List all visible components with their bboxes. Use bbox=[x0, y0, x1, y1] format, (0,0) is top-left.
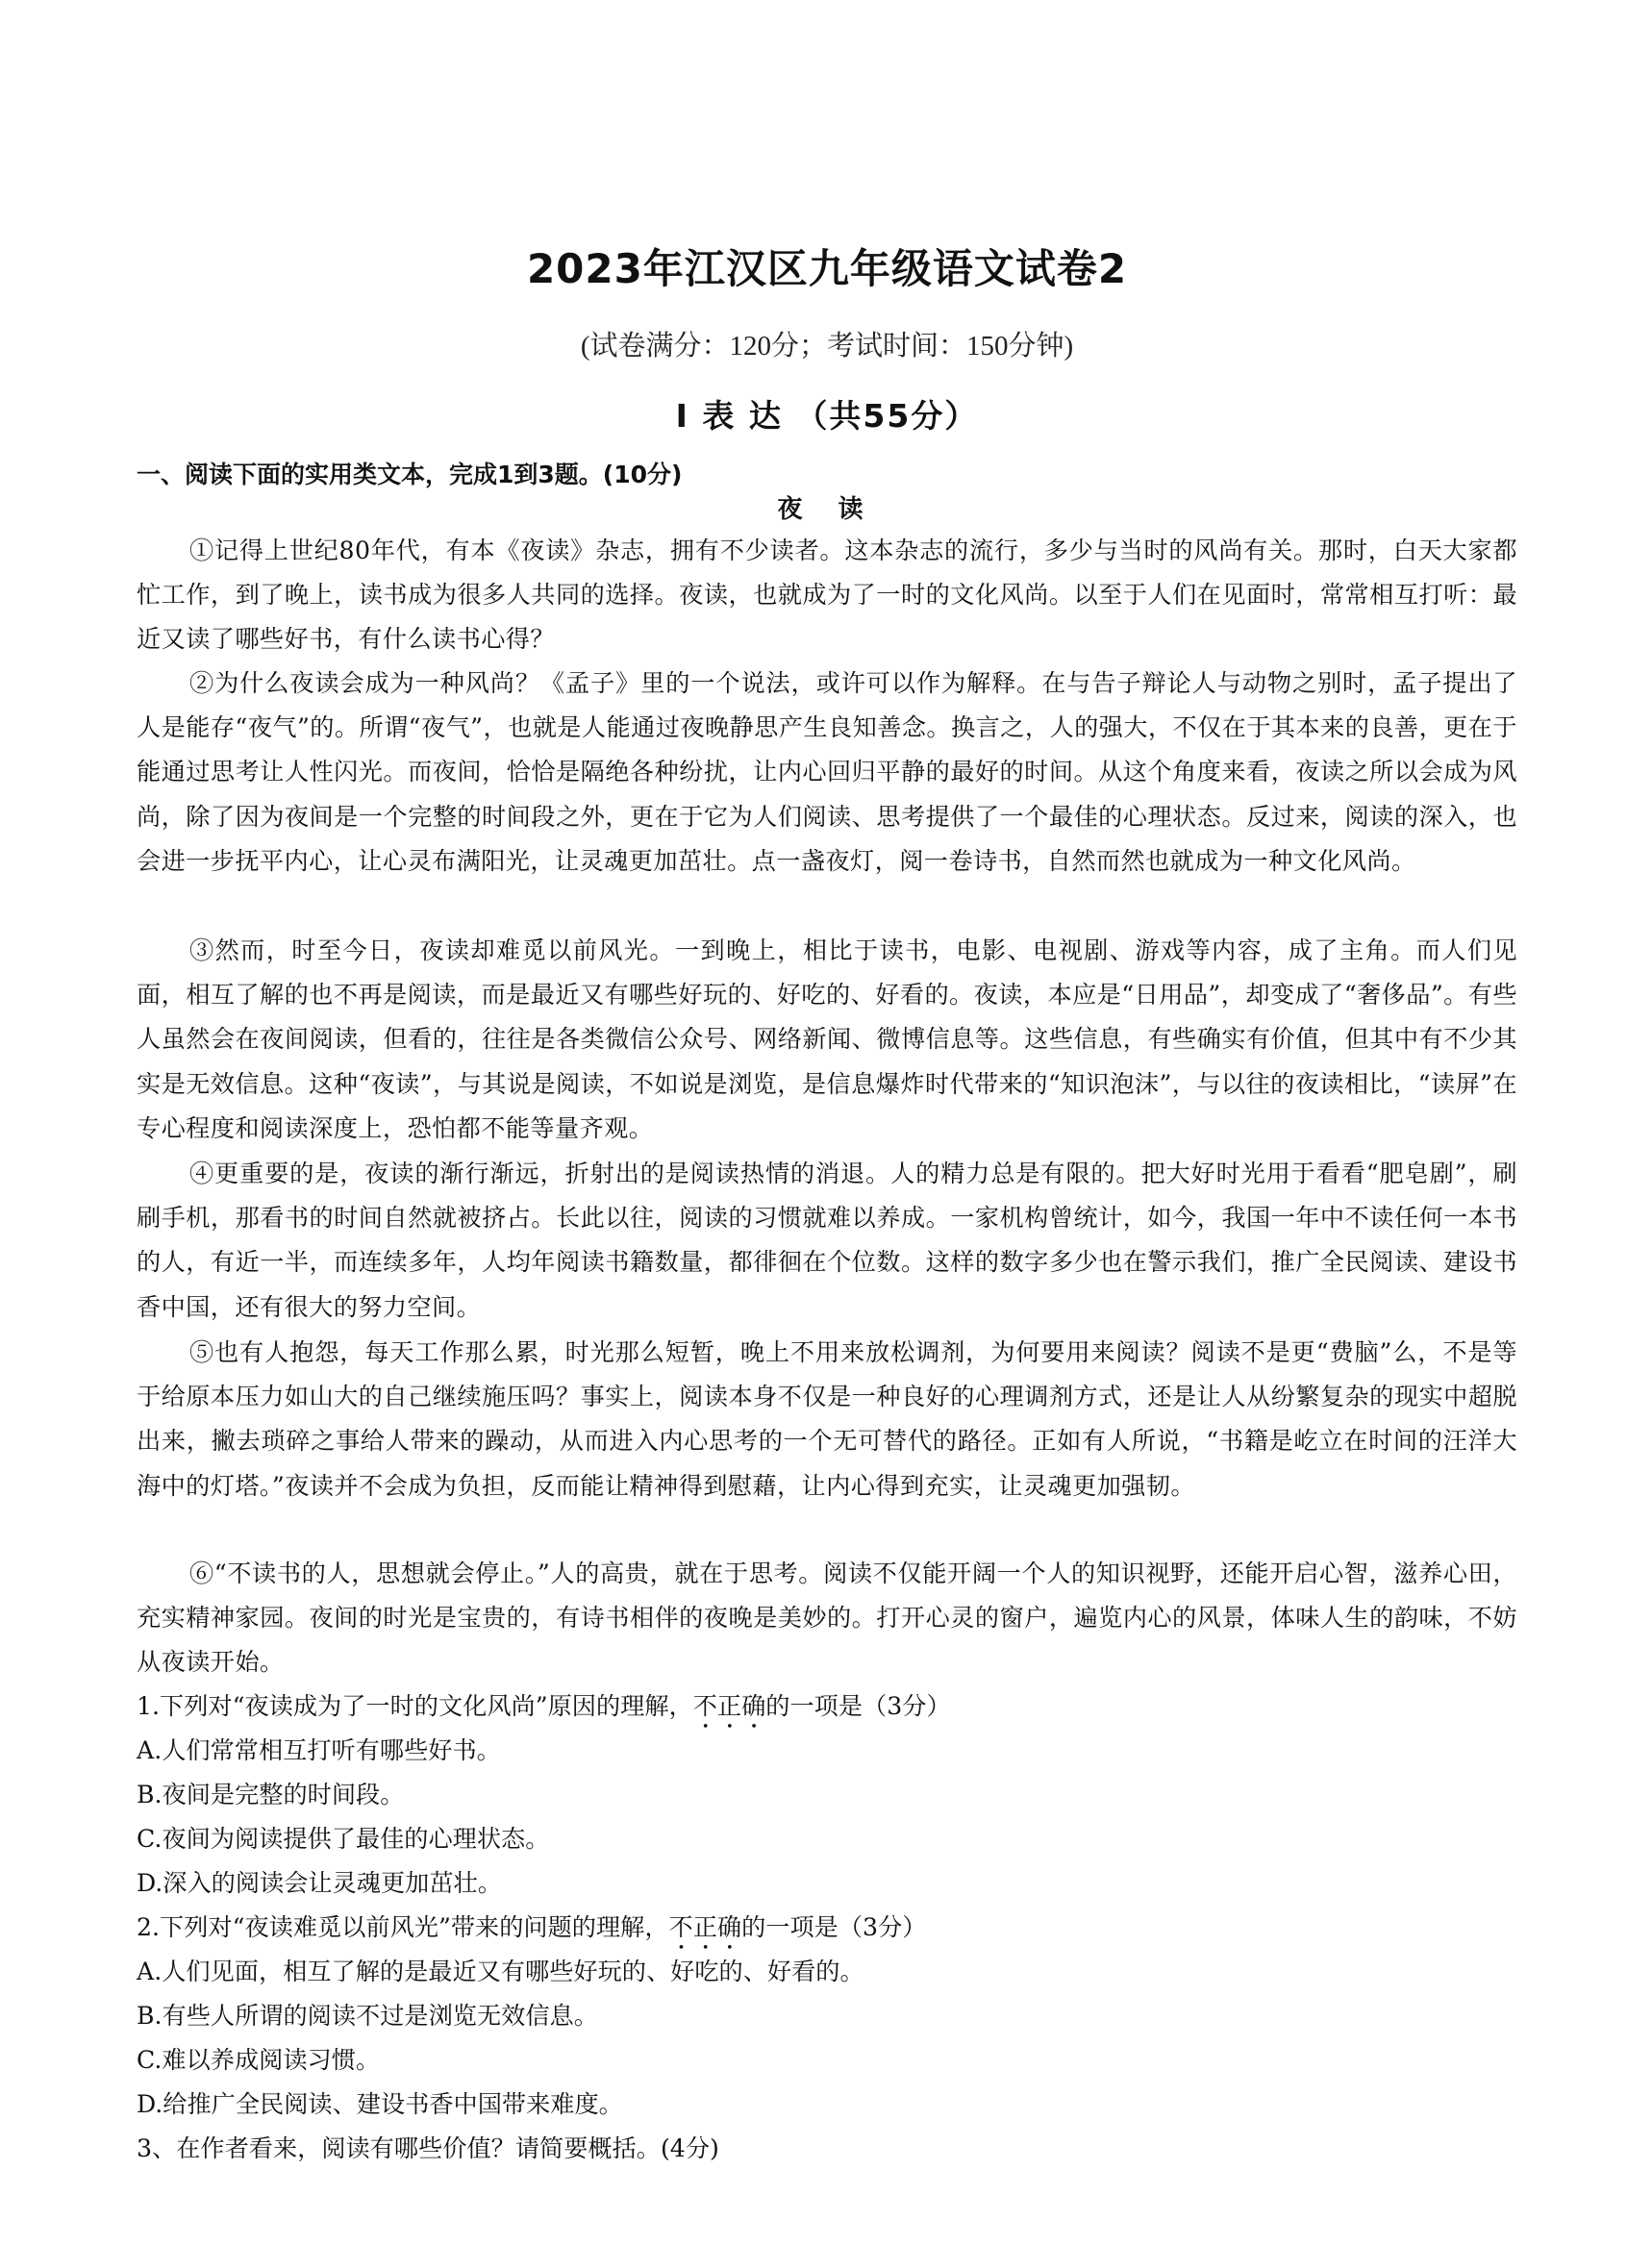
option: D.给推广全民阅读、建设书香中国带来难度。 bbox=[137, 2090, 623, 2118]
section-heading: 一、阅读下面的实用类文本，完成1到3题。(10分) bbox=[137, 461, 683, 488]
option: C.难以养成阅读习惯。 bbox=[137, 2046, 381, 2074]
question-stem-text: 1.下列对“夜读成为了一时的文化风尚”原因的理解， bbox=[137, 1692, 693, 1720]
option: A.人们常常相互打听有哪些好书。 bbox=[137, 1736, 501, 1764]
option: D.深入的阅读会让灵魂更加茁壮。 bbox=[137, 1869, 502, 1897]
exam-subtitle: (试卷满分：120分；考试时间：150分钟) bbox=[580, 331, 1074, 362]
paragraph: ⑤也有人抱怨，每天工作那么累，时光那么短暂，晚上不用来放松调剂，为何要用来阅读？阅读不是更“费脑”么，不是等于给原本压力如山大的自己继续施压吗？事实上，阅读本身不仅是一种良好的心理调剂方式，还是让人从纷繁复杂的现实中超脱出来，撇去琐碎之事给人带来的躁动，从而进入内心思考的一个无可替代的路径。正如有人所说，“书籍是屹立在时间的汪洋大海中的灯塔。”夜读并不会成为负担，反而能让精神得到慰藉，让内心得到充实，让灵魂更加强韧。 bbox=[137, 1338, 1517, 1500]
question-stem-text: 的一项是（3分） bbox=[741, 1913, 927, 1941]
option: C.夜间为阅读提供了最佳的心理状态。 bbox=[137, 1825, 550, 1853]
question-2-stem bbox=[137, 1906, 1517, 1956]
paragraph: ④更重要的是，夜读的渐行渐远，折射出的是阅读热情的消退。人的精力总是有限的。把大好时光用于看看“肥皂剧”，刷刷手机，那看书的时间自然就被挤占。长此以往，阅读的习惯就难以养成。一家机构曾统计，如今，我国一年中不读任何一本书的人，有近一半，而连续多年，人均年阅读书籍数量，都徘徊在个位数。这样的数字多少也在警示我们，推广全民阅读、建设书香中国，还有很大的努力空间。 bbox=[137, 1160, 1517, 1321]
question-3-stem: 3、在作者看来，阅读有哪些价值？请简要概括。(4分) bbox=[137, 2134, 719, 2162]
exam-title: 2023年江汉区九年级语文试卷2 bbox=[526, 245, 1128, 292]
option: B.夜间是完整的时间段。 bbox=[137, 1781, 405, 1808]
question-1-stem bbox=[137, 1684, 1517, 1734]
question-stem-text: 的一项是（3分） bbox=[765, 1692, 951, 1720]
article-title: 夜 读 bbox=[777, 495, 877, 524]
paragraph: ③然而，时至今日，夜读却难觅以前风光。一到晚上，相比于读书，电影、电视剧、游戏等内容，成了主角。而人们见面，相互了解的也不再是阅读，而是最近又有哪些好玩的、好吃的、好看的。夜读，本应是“日用品”，却变成了“奢侈品”。有些人虽然会在夜间阅读，但看的，往往是各类微信公众号、网络新闻、微博信息等。这些信息，有些确实有价值，但其中有不少其实是无效信息。这种“夜读”，与其说是阅读，不如说是浏览，是信息爆炸时代带来的“知识泡沫”，与以往的夜读相比，“读屏”在专心程度和阅读深度上，恐怕都不能等量齐观。 bbox=[137, 936, 1517, 1142]
emphasis-text: 不正确 bbox=[668, 1913, 742, 1941]
paragraph: ⑥“不读书的人，思想就会停止。”人的高贵，就在于思考。阅读不仅能开阔一个人的知识视野，还能开启心智，滋养心田，充实精神家园。夜间的时光是宝贵的，有诗书相伴的夜晚是美妙的。打开心灵的窗户，遍览内心的风景，体味人生的韵味，不妨从夜读开始。 bbox=[137, 1559, 1517, 1677]
paragraph: ②为什么夜读会成为一种风尚？《孟子》里的一个说法，或许可以作为解释。在与告子辩论人与动物之别时，孟子提出了人是能存“夜气”的。所谓“夜气”，也就是人能通过夜晚静思产生良知善念。换言之，人的强大，不仅在于其本来的良善，更在于能通过思考让人性闪光。而夜间，恰恰是隔绝各种纷扰，让内心回归平静的最好的时间。从这个角度来看，夜读之所以会成为风尚，除了因为夜间是一个完整的时间段之外，更在于它为人们阅读、思考提供了一个最佳的心理状态。反过来，阅读的深入，也会进一步抚平内心，让心灵布满阳光，让灵魂更加茁壮。点一盏夜灯，阅一卷诗书，自然而然也就成为一种文化风尚。 bbox=[137, 669, 1517, 875]
emphasis-text: 不正确 bbox=[692, 1692, 766, 1720]
option: B.有些人所谓的阅读不过是浏览无效信息。 bbox=[137, 2002, 598, 2030]
part-heading: Ⅰ 表 达 （共55分） bbox=[675, 397, 979, 435]
option: A.人们见面，相互了解的是最近又有哪些好玩的、好吃的、好看的。 bbox=[137, 1958, 864, 1985]
question-stem-text: 2.下列对“夜读难觅以前风光”带来的问题的理解， bbox=[137, 1913, 669, 1941]
paragraph: ①记得上世纪80年代，有本《夜读》杂志，拥有不少读者。这本杂志的流行，多少与当时的风尚有关。那时，白天大家都忙工作，到了晚上，读书成为很多人共同的选择。夜读，也就成为了一时的文化风尚。以至于人们在见面时，常常相互打听：最近又读了哪些好书，有什么读书心得？ bbox=[137, 536, 1517, 654]
